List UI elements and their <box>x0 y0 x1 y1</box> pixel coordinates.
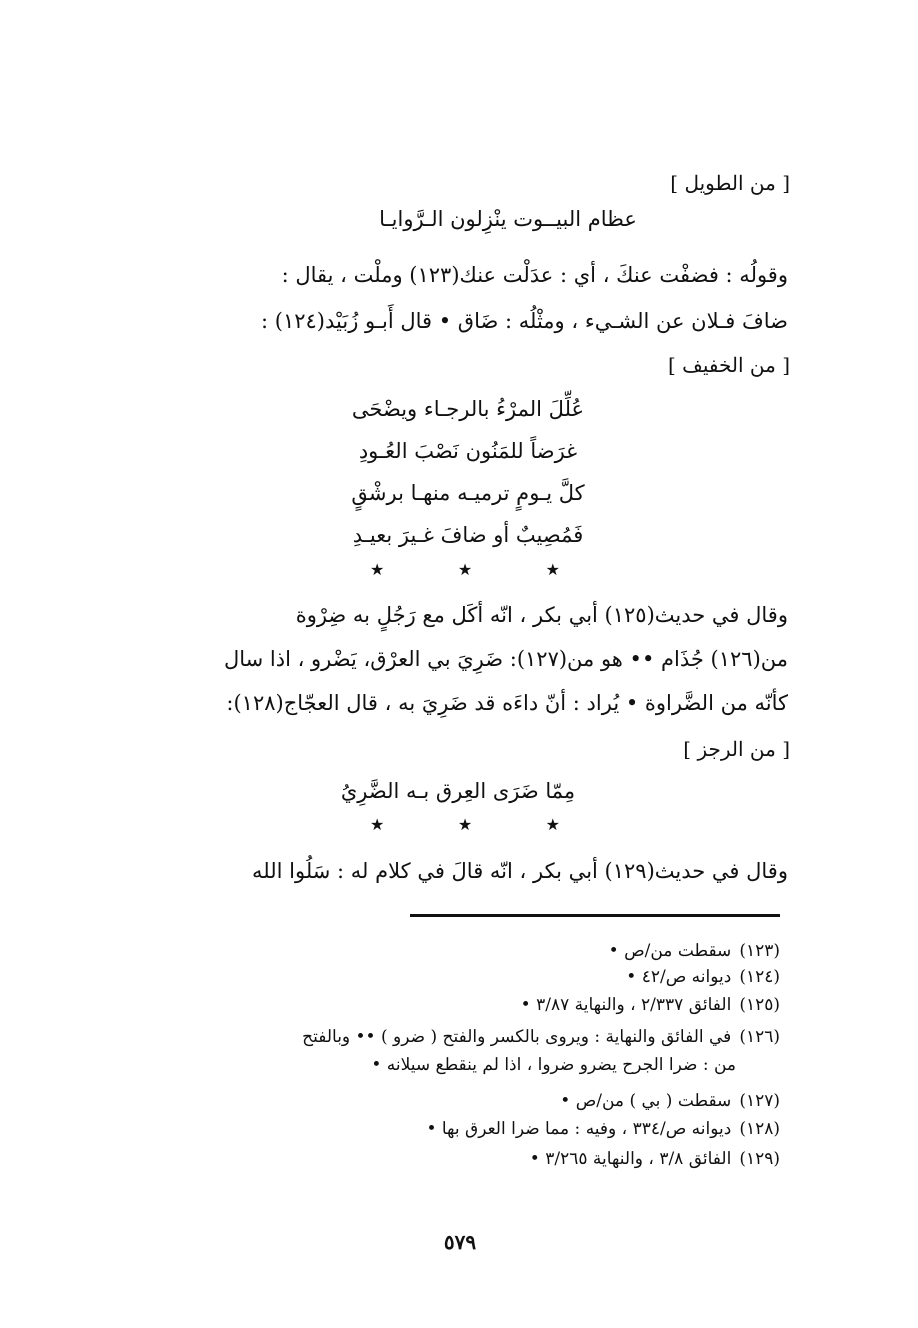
footnote-text: في الفائق والنهاية : ويروى بالكسر والفتح ( ضرو ) •• وبالفتح <box>302 1027 732 1047</box>
footnote-text: الفائق ٢/٣٣٧ ، والنهاية ٣/٨٧ • <box>520 995 732 1015</box>
verse-line: فَمُصِيبٌ أو ضافَ غـيرَ بعيـدِ <box>352 523 584 547</box>
footnote <box>80 964 780 990</box>
footnote <box>80 938 780 964</box>
verse-line: كلَّ يـومٍ ترميـه منهـا برشْقٍ <box>351 481 585 505</box>
footnote-text: ديوانه ص/٣٣٤ ، وفيه : مما ضرا العرق بها • <box>426 1119 732 1139</box>
footnote-number: (١٢٧) <box>739 1091 780 1111</box>
footnote-number: (١٢٥) <box>739 995 780 1015</box>
prose-line: ضافَ فـلان عن الشـيء ، ومثْلُه : ضَاق • قال أَبـو زُبَيْد(١٢٤) : <box>261 309 788 333</box>
footnote <box>80 1088 780 1114</box>
footnote-divider <box>410 914 780 917</box>
footnote-continuation <box>36 1052 736 1078</box>
section-separator <box>370 560 560 579</box>
footnote-number: (١٢٤) <box>739 967 780 987</box>
footnote-number: (١٢٣) <box>739 941 780 961</box>
footnote-text: من : ضرا الجرح يضرو ضروا ، اذا لم ينقطع سيلانه • <box>371 1055 736 1075</box>
section-separator <box>370 815 560 834</box>
footnote <box>80 1024 780 1050</box>
star-icon: ★ <box>370 815 385 834</box>
footnote-number: (١٢٩) <box>739 1149 780 1169</box>
footnote-number: (١٢٦) <box>739 1027 780 1047</box>
verse-line: عظام البيــوت ينْزِلون الـرَّوايـا <box>379 207 637 231</box>
footnote <box>80 1116 780 1142</box>
prose-line: وقولُه : فضفْت عنكَ ، أي : عدَلْت عنك(١٢٣) وملْت ، يقال : <box>281 263 788 287</box>
footnote-text: سقطت من/ص • <box>608 941 732 961</box>
star-icon: ★ <box>545 815 560 834</box>
prose-line: كأنّه من الضَّراوة • يُراد : أنّ داءَه قد ضَرِيَ به ، قال العجّاج(١٢٨): <box>226 691 788 715</box>
page-number: ٥٧٩ <box>443 1230 477 1254</box>
meter-label-khafif: [ من الخفيف ] <box>667 353 790 377</box>
prose-line: من(١٢٦) جُذَام •• هو من(١٢٧): ضَرِيَ بي العرْق، يَضْرو ، اذا سال <box>223 647 788 671</box>
footnote-text: ديوانه ص/٤٢ • <box>626 967 732 987</box>
footnote-text: الفائق ٣/٨ ، والنهاية ٣/٢٦٥ • <box>529 1149 732 1169</box>
verse-line: عُلِّلَ المرْءُ بالرجـاء ويضْحَى <box>351 397 585 421</box>
prose-line: وقال في حديث(١٢٥) أبي بكر ، انّه أكَل مع رَجُلٍ به ضِرْوة <box>295 603 788 627</box>
star-icon: ★ <box>457 815 473 834</box>
star-icon: ★ <box>545 560 560 579</box>
footnote <box>80 992 780 1018</box>
footnote-number: (١٢٨) <box>739 1119 780 1139</box>
meter-label-rajaz: [ من الرجز ] <box>683 737 790 761</box>
footnote <box>80 1146 780 1172</box>
star-icon: ★ <box>370 560 385 579</box>
meter-label-tawil: [ من الطويل ] <box>670 171 790 195</box>
prose-line: وقال في حديث(١٢٩) أبي بكر ، انّه قالَ في كلام له : سَلُوا الله <box>252 859 788 883</box>
verse-line: غرَضاً للمَنُون نَصْبَ العُـودِ <box>358 439 578 463</box>
star-icon: ★ <box>457 560 473 579</box>
verse-line: مِمّا ضَرَى العِرق بـه الضَّرِيُ <box>340 779 576 803</box>
footnote-text: سقطت ( بي ) من/ص • <box>560 1091 732 1111</box>
